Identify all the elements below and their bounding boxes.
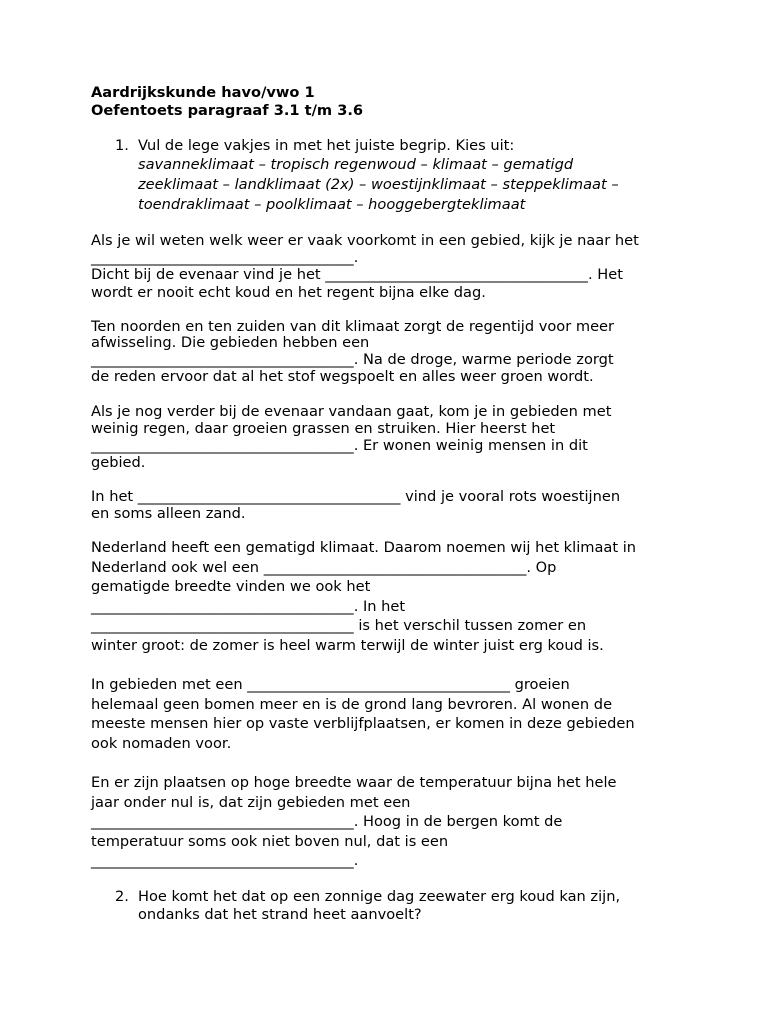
text-line: temperatuur soms ook niet boven nul, dat is een xyxy=(91,833,449,850)
question-2-text: Hoe komt het dat op een zonnige dag zeewater erg koud kan zijn, xyxy=(138,888,621,905)
document-title: Aardrijkskunde havo/vwo 1 xyxy=(91,84,315,101)
text-line: winter groot: de zomer is heel warm terwijl de winter juist erg koud is. xyxy=(91,637,604,654)
text-line: Nederland ook wel een ____________________________________. Op xyxy=(91,559,557,576)
text-line: Als je nog verder bij de evenaar vandaan gaat, kom je in gebieden met xyxy=(91,403,612,420)
question-1-number: 1. xyxy=(115,137,129,154)
text-line: ____________________________________. Na de droge, warme periode zorgt xyxy=(91,351,614,368)
text-line: In het ____________________________________ vind je vooral rots woestijnen xyxy=(91,488,621,505)
question-2-number: 2. xyxy=(115,888,129,905)
text-line: helemaal geen bomen meer en is de grond lang bevroren. Al wonen de xyxy=(91,696,613,713)
text-line: weinig regen, daar groeien grassen en struiken. Hier heerst het xyxy=(91,420,556,437)
text-line: ____________________________________. xyxy=(91,249,359,266)
question-2-text: ondanks dat het strand heet aanvoelt? xyxy=(138,906,422,923)
text-line: en soms alleen zand. xyxy=(91,505,246,522)
question-1-instruction: Vul de lege vakjes in met het juiste begrip. Kies uit: xyxy=(138,137,515,154)
text-line: gebied. xyxy=(91,454,146,471)
text-line: Ten noorden en ten zuiden van dit klimaat zorgt de regentijd voor meer xyxy=(91,318,615,335)
text-line: ____________________________________ is het verschil tussen zomer en xyxy=(91,617,587,634)
text-line: ____________________________________. Hoog in de bergen komt de xyxy=(91,813,563,830)
document-subtitle: Oefentoets paragraaf 3.1 t/m 3.6 xyxy=(91,102,364,119)
text-line: wordt er nooit echt koud en het regent bijna elke dag. xyxy=(91,284,486,301)
text-line: ____________________________________. xyxy=(91,852,359,869)
text-line: Dicht bij de evenaar vind je het ____________________________________. Het xyxy=(91,266,623,283)
text-line: jaar onder nul is, dat zijn gebieden met een xyxy=(91,794,411,811)
text-line: Als je wil weten welk weer er vaak voorkomt in een gebied, kijk je naar het xyxy=(91,232,639,249)
text-line: meeste mensen hier op vaste verblijfplaatsen, er komen in deze gebieden xyxy=(91,715,635,732)
text-line: afwisseling. Die gebieden hebben een xyxy=(91,334,370,351)
word-options-line: zeeklimaat – landklimaat (2x) – woestijnklimaat – steppeklimaat – xyxy=(138,176,619,193)
text-line: Nederland heeft een gematigd klimaat. Daarom noemen wij het klimaat in xyxy=(91,539,637,556)
text-line: In gebieden met een ____________________________________ groeien xyxy=(91,676,570,693)
text-line: ____________________________________. Er wonen weinig mensen in dit xyxy=(91,437,588,454)
text-line: ____________________________________. In het xyxy=(91,598,406,615)
word-options-line: toendraklimaat – poolklimaat – hooggebergteklimaat xyxy=(138,196,526,213)
text-line: gematigde breedte vinden we ook het xyxy=(91,578,371,595)
word-options-line: savanneklimaat – tropisch regenwoud – klimaat – gematigd xyxy=(138,156,574,173)
text-line: En er zijn plaatsen op hoge breedte waar de temperatuur bijna het hele xyxy=(91,774,617,791)
text-line: ook nomaden voor. xyxy=(91,735,232,752)
text-line: de reden ervoor dat al het stof wegspoelt en alles weer groen wordt. xyxy=(91,368,594,385)
